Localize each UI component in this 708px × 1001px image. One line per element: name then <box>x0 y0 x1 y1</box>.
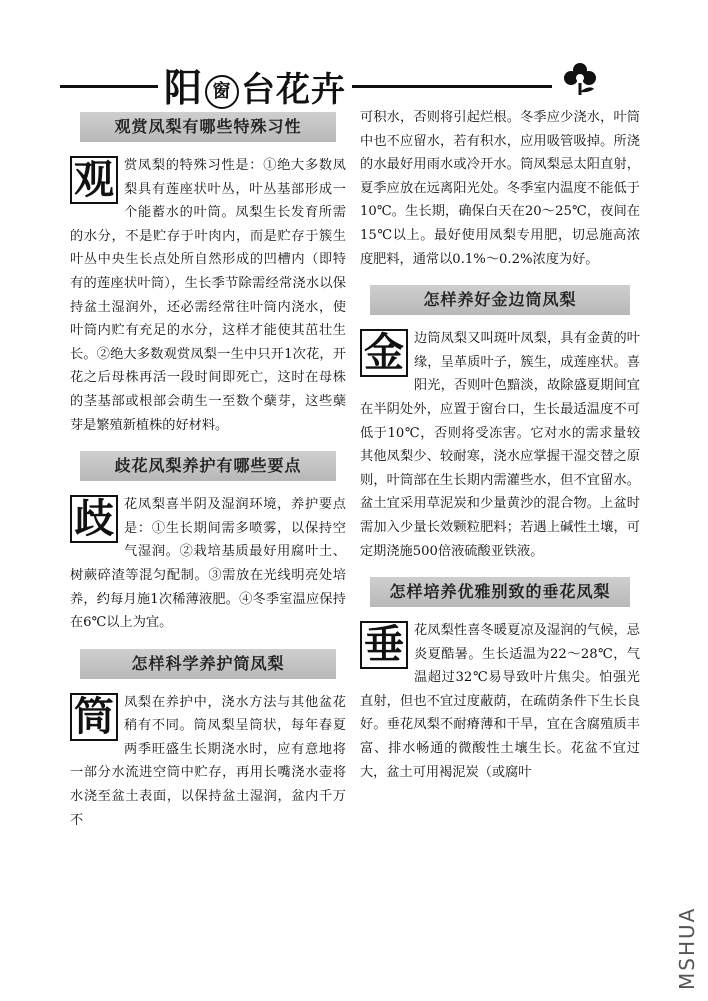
section-heading-5: 怎样培养优雅别致的垂花凤梨 <box>370 577 630 607</box>
title-rest: 台花卉 <box>241 70 347 110</box>
dropcap-5: 垂 <box>360 621 408 669</box>
dropcap-1: 观 <box>70 156 118 204</box>
dropcap-3: 筒 <box>70 693 118 741</box>
section-3-body <box>70 691 346 833</box>
section-2-body <box>70 493 346 635</box>
dropcap-4: 金 <box>360 329 408 377</box>
section-heading-1: 观赏凤梨有哪些特殊习性 <box>80 112 336 142</box>
section-2-text: 花凤梨喜半阴及湿润环境，养护要点是：①生长期间需多喷雾，以保持空气湿润。②栽培基质最好用腐叶土、树蕨碎渣等混匀配制。③需放在光线明亮处培养，约每月施1次稀薄液肥。④冬季室温应保持在6℃以上为宜。 <box>70 497 346 631</box>
right-column <box>360 106 640 784</box>
section-1-body <box>70 154 346 437</box>
section-3-text: 凤梨在养护中，浇水方法与其他盆花稍有不同。筒凤梨呈筒状，每年春夏两季旺盛生长期浇水时，应有意地将一部分水流进空筒中贮存，再用长嘴浇水壶将水浇至盆土表面，以保持盆土湿润，盆内千万不 <box>70 694 346 828</box>
header-rule-right <box>352 85 552 88</box>
watermark: MSHUA <box>675 906 699 990</box>
section-5-body <box>360 619 640 784</box>
title-main: 阳 <box>164 65 204 110</box>
continued-text: 可积水，否则将引起烂根。冬季应少浇水，叶筒中也不应留水，若有积水，应用吸管吸掉。所浇的水最好用雨水或冷开水。筒凤梨忌太阳直射，夏季应放在远离阳光处。冬季室内温度不能低于10℃。生长期，确保白天在20～25℃，夜间在15℃以上。最好使用凤梨专用肥，切忌施高浓度肥料，通常以0.1%～0.2%浓度为好。 <box>360 110 640 267</box>
header-rule-left <box>60 85 158 88</box>
section-heading-3: 怎样科学养护筒凤梨 <box>80 649 336 679</box>
title-circle-char: 窗 <box>205 75 239 109</box>
section-5-text: 花凤梨性喜冬暖夏凉及湿润的气候，忌炎夏酷暑。生长适温为22～28℃，气温超过32℃易导致叶片焦尖。怕强光直射，但也不宜过度蔽荫，在疏荫条件下生长良好。垂花凤梨不耐瘠薄和干旱，宜在含腐殖质丰富、排水畅通的微酸性土壤生长。花盆不宜过大，盆土可用褐泥炭（或腐叶 <box>360 623 640 780</box>
section-4-text: 边筒凤梨又叫斑叶凤梨，具有金黄的叶缘，呈革质叶子，簇生，成莲座状。喜阳光，否则叶色黯淡，故除盛夏期间宜在半阴处外，应置于窗台口，生长最适温度不可低于10℃，否则将受冻害。它对水的需求量较其他凤梨少、较耐寒，浇水应掌握干湿交替之原则，叶筒部在生长期内需灌些水，但不宜留水。盆土宜采用草泥炭和少量黄沙的混合物。上盆时需加入少量长效颗粒肥料；若遇上碱性土壤，可定期浇施500倍液硫酸亚铁液。 <box>360 331 640 559</box>
page-title <box>164 57 346 112</box>
section-4-body <box>360 327 640 563</box>
page-header <box>60 55 660 110</box>
section-1-text: 赏凤梨的特殊习性是：①绝大多数凤梨具有莲座状叶丛，叶丛基部形成一个能蓄水的叶筒。凤梨生长发育所需的水分，不是贮存于叶肉内，而是贮存于簇生叶丛中央生长点处所自然形成的凹槽内（即特有的莲座状叶筒），生长季节除需经常浇水以保持盆土湿润外，还必需经常往叶筒内浇水，使叶筒内贮有充足的水分，这样才能使其茁壮生长。②绝大多数观赏凤梨一生中只开1次花，开花之后母株再活一段时间即死亡，这时在母株的茎基部或根部会萌生一至数个蘖芽，这些蘖芽是繁殖新植株的好材料。 <box>70 158 346 433</box>
section-heading-2: 歧花凤梨养护有哪些要点 <box>80 451 336 481</box>
flower-icon <box>560 59 600 99</box>
section-heading-4: 怎样养好金边筒凤梨 <box>370 285 630 315</box>
dropcap-2: 歧 <box>70 495 118 543</box>
left-column <box>70 106 346 832</box>
